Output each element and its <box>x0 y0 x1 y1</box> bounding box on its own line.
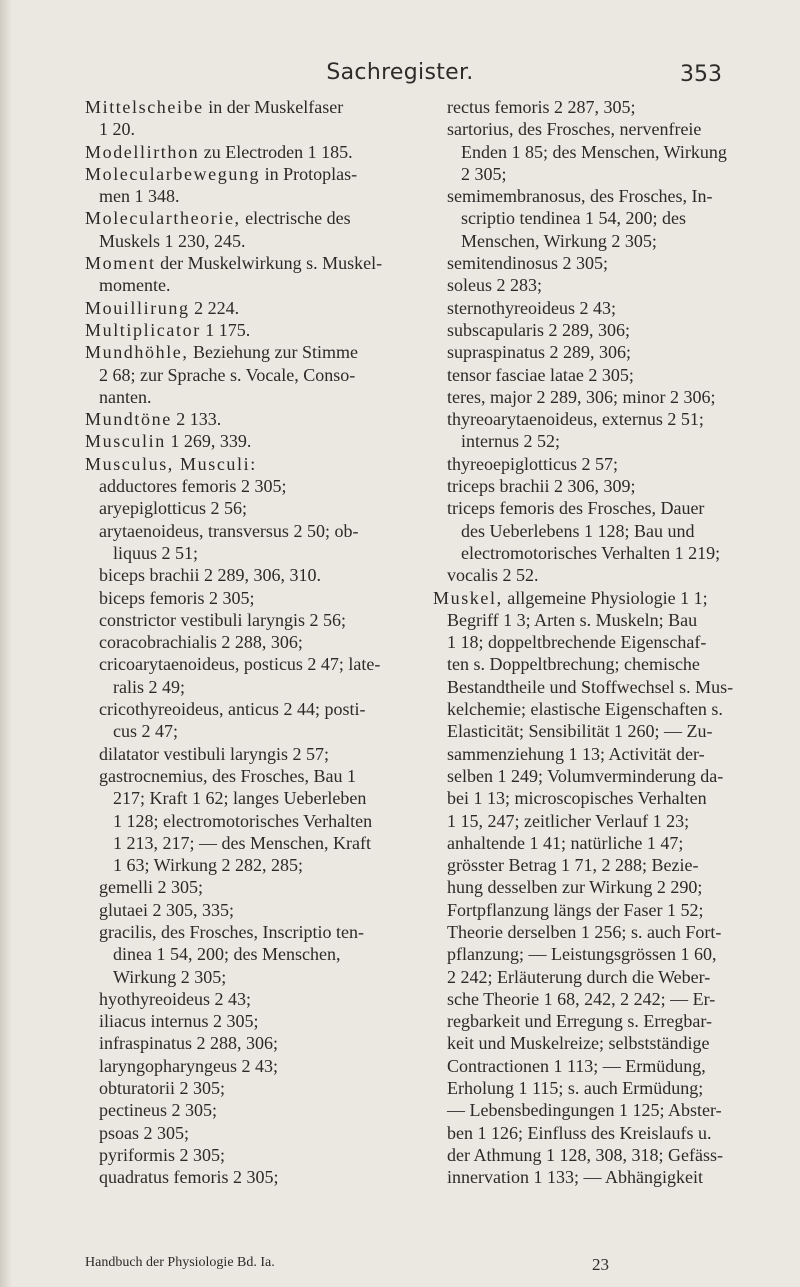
index-entry-line: infraspinatus 2 288, 306; <box>99 1033 278 1054</box>
index-entry-line: tensor fasciae latae 2 305; <box>447 364 634 385</box>
index-headword-rest: 2 224. <box>189 297 240 318</box>
index-entry-line: Muskels 1 230, 245. <box>99 230 246 251</box>
footer-note: Handbuch der Physiologie Bd. Ia. <box>85 1255 275 1270</box>
index-entry-line: 2 242; Erläuterung durch die Weber- <box>447 966 711 987</box>
index-headword-line <box>85 408 415 430</box>
index-entry-line: cus 2 47; <box>113 721 178 742</box>
index-entry-line: rectus femoris 2 287, 305; <box>447 97 636 117</box>
index-entry-line: cricothyreoideus, anticus 2 44; posti- <box>99 699 366 720</box>
index-entry-line: Wirkung 2 305; <box>113 966 227 987</box>
index-entry-line: triceps femoris des Frosches, Dauer <box>447 498 705 519</box>
index-entry-line: keit und Muskelreize; selbstständige <box>447 1033 710 1054</box>
index-entry-line: constrictor vestibuli laryngis 2 56; <box>99 609 346 630</box>
index-entry-line: liquus 2 51; <box>113 542 199 563</box>
index-entry-line: pyriformis 2 305; <box>99 1144 225 1165</box>
page-footer <box>0 1255 800 1275</box>
index-entry-line: 2 305; <box>461 163 507 184</box>
index-entry-line: Erholung 1 115; s. auch Ermüdung; <box>447 1078 704 1099</box>
index-entry-line: ben 1 126; Einfluss des Kreislaufs u. <box>447 1122 712 1143</box>
index-entry-line: des Ueberlebens 1 128; Bau und <box>461 520 695 541</box>
index-headword-rest: zu Electroden 1 185. <box>199 141 353 162</box>
running-title: Sachregister. <box>326 60 474 85</box>
index-entry-line: 1 213, 217; — des Menschen, Kraft <box>113 832 371 853</box>
index-entry-line: coracobrachialis 2 288, 306; <box>99 632 303 653</box>
index-entry-line: sche Theorie 1 68, 242, 2 242; — Er- <box>447 988 716 1009</box>
index-headword-rest: in der Muskelfaser <box>203 97 344 117</box>
index-entry-line: Elasticität; Sensibilität 1 260; — Zu- <box>447 721 713 742</box>
index-headword: Mittelscheibe <box>85 97 204 117</box>
index-entry-line: laryngopharyngeus 2 43; <box>99 1055 278 1076</box>
index-entry-line: regbarkeit und Erregung s. Erregbar- <box>447 1011 713 1032</box>
index-headword-line <box>85 319 415 341</box>
index-entry-line: der Athmung 1 128, 308, 318; Gefäss- <box>447 1144 723 1165</box>
index-entry-line: selben 1 249; Volumverminderung da- <box>447 765 724 786</box>
index-headword: Musculus, Musculi: <box>85 453 257 474</box>
index-entry-line: gemelli 2 305; <box>99 877 203 898</box>
index-entry-line: sammenziehung 1 13; Activität der- <box>447 743 705 764</box>
index-headword: Mundhöhle, <box>85 342 189 363</box>
index-headword-line <box>85 430 415 452</box>
index-headword-line <box>85 297 415 319</box>
index-entry-line: — Lebensbedingungen 1 125; Abster- <box>447 1100 722 1121</box>
index-headword-line <box>85 163 415 185</box>
index-entry-line: pectineus 2 305; <box>99 1100 217 1121</box>
index-entry-line: momente. <box>99 275 171 296</box>
index-entry-line: sternothyreoideus 2 43; <box>447 297 616 318</box>
index-entry-line: arytaenoideus, transversus 2 50; ob- <box>99 520 359 541</box>
index-headword-line <box>85 96 415 118</box>
index-headword-line <box>85 207 415 229</box>
index-headword-rest: Beziehung zur Stimme <box>188 342 358 363</box>
index-headword-line <box>85 453 415 475</box>
index-entry-line: semitendinosus 2 305; <box>447 253 608 274</box>
index-entry-line: grösster Betrag 1 71, 2 288; Bezie- <box>447 855 699 876</box>
index-entry-line: gracilis, des Frosches, Inscriptio ten- <box>99 921 364 942</box>
index-entry-line: anhaltende 1 41; natürliche 1 47; <box>447 832 684 853</box>
index-headword-rest: 2 133. <box>171 409 222 430</box>
index-entry-line: internus 2 52; <box>461 431 560 452</box>
index-entry-line: nanten. <box>99 386 152 407</box>
index-column-left <box>85 96 415 1189</box>
index-entry-line: biceps femoris 2 305; <box>99 587 255 608</box>
index-headword: Muskel, <box>433 587 503 608</box>
index-entry-line: hung desselben zur Wirkung 2 290; <box>447 877 703 898</box>
index-headword: Modellirthon <box>85 141 200 162</box>
index-headword-rest: electrische des <box>240 208 351 229</box>
index-headword-rest: 1 175. <box>200 319 251 340</box>
index-headword-rest: allgemeine Physiologie 1 1; <box>502 587 708 608</box>
index-headword-rest: in Protoplas- <box>260 163 358 184</box>
index-entry-line: glutaei 2 305, 335; <box>99 899 234 920</box>
index-entry-line: 2 68; zur Sprache s. Vocale, Conso- <box>99 364 356 385</box>
index-column-right <box>433 96 763 1189</box>
index-entry-line: soleus 2 283; <box>447 275 543 296</box>
index-entry-line: bei 1 13; microscopisches Verhalten <box>447 788 707 809</box>
index-entry-line: ten s. Doppeltbrechung; chemische <box>447 654 700 675</box>
index-headword-line <box>433 587 763 609</box>
index-headword: Musculin <box>85 431 166 452</box>
index-entry-line: aryepiglotticus 2 56; <box>99 498 247 519</box>
index-entry-line: Contractionen 1 113; — Ermüdung, <box>447 1055 706 1076</box>
index-headword: Moleculartheorie, <box>85 208 241 229</box>
index-headword: Molecularbewegung <box>85 163 261 184</box>
index-entry-line: thyreoepiglotticus 2 57; <box>447 453 618 474</box>
index-entry-line: 1 20. <box>99 119 135 140</box>
index-entry-line: Menschen, Wirkung 2 305; <box>461 230 657 251</box>
index-entry-line: 1 18; doppeltbrechende Eigenschaf- <box>447 632 707 653</box>
index-entry-line: supraspinatus 2 289, 306; <box>447 342 631 363</box>
index-entry-line: triceps brachii 2 306, 309; <box>447 476 636 497</box>
index-entry-line: biceps brachii 2 289, 306, 310. <box>99 565 321 586</box>
index-entry-line: Theorie derselben 1 256; s. auch Fort- <box>447 921 722 942</box>
index-headword-rest: 1 269, 339. <box>165 431 252 452</box>
index-entry-line: sartorius, des Frosches, nervenfreie <box>447 119 702 140</box>
index-entry-line: Fortpflanzung längs der Faser 1 52; <box>447 899 704 920</box>
index-entry-line: Enden 1 85; des Menschen, Wirkung <box>461 141 727 162</box>
index-entry-line: Begriff 1 3; Arten s. Muskeln; Bau <box>447 609 698 630</box>
index-headword: Mouillirung <box>85 297 190 318</box>
index-entry-line: Bestandtheile und Stoffwechsel s. Mus- <box>447 676 734 697</box>
page-number: 353 <box>680 62 722 87</box>
index-entry-line: 217; Kraft 1 62; langes Ueberleben <box>113 788 367 809</box>
index-entry-line: gastrocnemius, des Frosches, Bau 1 <box>99 765 356 786</box>
index-entry-line: iliacus internus 2 305; <box>99 1011 259 1032</box>
index-entry-line: ralis 2 49; <box>113 676 185 697</box>
index-entry-line: vocalis 2 52. <box>447 565 539 586</box>
index-entry-line: quadratus femoris 2 305; <box>99 1167 279 1188</box>
index-headword-line <box>85 341 415 363</box>
index-entry-line: obturatorii 2 305; <box>99 1078 225 1099</box>
index-entry-line: 1 63; Wirkung 2 282, 285; <box>113 855 303 876</box>
index-entry-line: 1 128; electromotorisches Verhalten <box>113 810 373 831</box>
page-binding-shadow <box>0 0 12 1287</box>
index-entry-line: innervation 1 133; — Abhängigkeit <box>447 1167 703 1188</box>
index-entry-line: teres, major 2 289, 306; minor 2 306; <box>447 386 716 407</box>
index-entry-line: thyreoarytaenoideus, externus 2 51; <box>447 409 704 430</box>
index-entry-line: scriptio tendinea 1 54, 200; des <box>461 208 686 229</box>
index-entry-line: hyothyreoideus 2 43; <box>99 988 251 1009</box>
index-entry-line: cricoarytaenoideus, posticus 2 47; late- <box>99 654 381 675</box>
index-headword-rest: der Muskelwirkung s. Muskel- <box>155 253 383 274</box>
index-headword: Moment <box>85 253 156 274</box>
index-entry-line: psoas 2 305; <box>99 1122 189 1143</box>
signature-mark: 23 <box>592 1255 609 1274</box>
index-headword: Multiplicator <box>85 319 201 340</box>
index-entry-line: kelchemie; elastische Eigenschaften s. <box>447 699 723 720</box>
index-entry-line: adductores femoris 2 305; <box>99 476 287 497</box>
index-entry-line: dinea 1 54, 200; des Menschen, <box>113 944 341 965</box>
index-headword: Mundtöne <box>85 409 172 430</box>
index-entry-line: 1 15, 247; zeitlicher Verlauf 1 23; <box>447 810 690 831</box>
index-entry-line: electromotorisches Verhalten 1 219; <box>461 542 721 563</box>
index-headword-line <box>85 252 415 274</box>
index-headword-line <box>85 141 415 163</box>
running-header <box>0 60 800 90</box>
index-entry-line: pflanzung; — Leistungsgrössen 1 60, <box>447 944 717 965</box>
index-entry-line: dilatator vestibuli laryngis 2 57; <box>99 743 329 764</box>
index-entry-line: subscapularis 2 289, 306; <box>447 319 630 340</box>
index-entry-line: men 1 348. <box>99 186 180 207</box>
index-entry-line: semimembranosus, des Frosches, In- <box>447 186 713 207</box>
